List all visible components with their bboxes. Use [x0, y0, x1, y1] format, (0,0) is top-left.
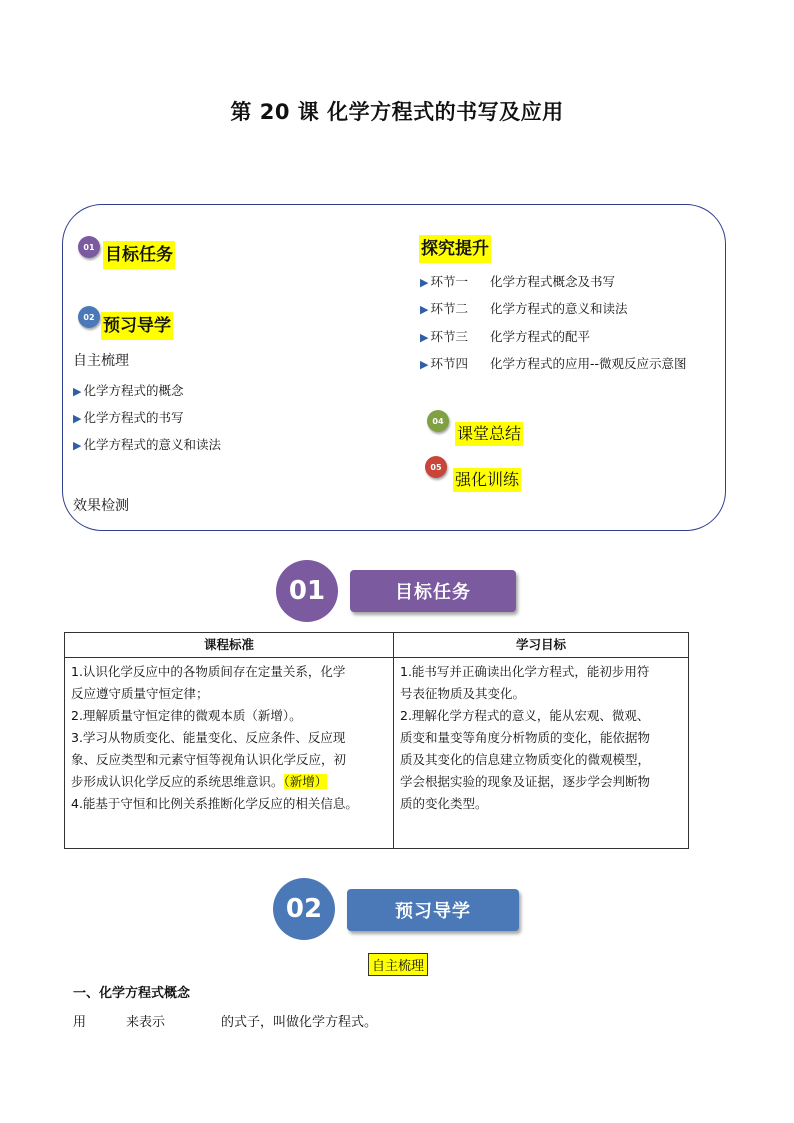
section-number-02: 02 [273, 878, 335, 940]
section-banner-target-tasks: 目标任务 [350, 570, 516, 612]
outline-link-class-summary[interactable]: 课堂总结 [455, 422, 523, 446]
outline-stage-item[interactable]: ▶ 环节三 化学方程式的配平 [420, 329, 590, 344]
section-badge-04: 04 [427, 410, 449, 432]
outline-stage-item[interactable]: ▶ 环节四 化学方程式的应用--微观反应示意图 [420, 356, 687, 371]
section-banner-preview-guide: 预习导学 [347, 889, 519, 931]
new-tag: （新增） [283, 774, 328, 789]
outline-link-target-tasks[interactable]: 目标任务 [103, 241, 175, 269]
triangle-right-icon: ▶ [420, 276, 429, 289]
triangle-right-icon: ▶ [73, 439, 82, 452]
section-badge-02: 02 [78, 306, 100, 328]
triangle-right-icon: ▶ [73, 412, 82, 425]
outline-link-reinforce-training[interactable]: 强化训练 [453, 468, 521, 492]
self-review-tag: 自主梳理 [368, 953, 428, 976]
table-cell-standards: 1.认识化学反应中的各物质间存在定量关系，化学 反应遵守质量守恒定律； 2.理解质量守恒定律的微观本质（新增）。 3.学习从物质变化、能量变化、反应条件、反应现 象、反应类型和元素守恒等视角认识化学反应，初 步形成认识化学反应的系统思维意识。（新增） 4.能基于守恒和比例关系推断化学反应的相关信息。 [65, 658, 394, 849]
standards-table [64, 632, 689, 849]
outline-item[interactable]: ▶ 化学方程式的概念 [73, 383, 184, 398]
fill-blank-sentence: 用 来表示 的式子，叫做化学方程式。 [73, 1015, 378, 1030]
outline-link-preview-guide[interactable]: 预习导学 [101, 312, 173, 340]
triangle-right-icon: ▶ [420, 331, 429, 344]
page-title: 第 20 课 化学方程式的书写及应用 [230, 100, 564, 124]
outline-stage-item[interactable]: ▶ 环节二 化学方程式的意义和读法 [420, 301, 628, 316]
triangle-right-icon: ▶ [420, 303, 429, 316]
section-badge-01: 01 [78, 236, 100, 258]
outline-stage-item[interactable]: ▶ 环节一 化学方程式概念及书写 [420, 274, 615, 289]
table-header: 课程标准 [65, 633, 394, 658]
outline-sub-self-review[interactable]: 自主梳理 [73, 353, 129, 369]
table-cell-goals: 1.能书写并正确读出化学方程式，能初步用符 号表征物质及其变化。 2.理解化学方程式的意义，能从宏观、微观、 质变和量变等角度分析物质的变化，能依据物 质及其变化的信息建立物质变化的微观模型， 学会根据实验的现象及证据，逐步学会判断物 质的变化类型。 [394, 658, 689, 849]
triangle-right-icon: ▶ [420, 358, 429, 371]
outline-item[interactable]: ▶ 化学方程式的意义和读法 [73, 437, 221, 452]
section-badge-05: 05 [425, 456, 447, 478]
triangle-right-icon: ▶ [73, 385, 82, 398]
section-number-01: 01 [276, 560, 338, 622]
heading-equation-concept: 一、化学方程式概念 [73, 986, 191, 1001]
outline-link-inquiry[interactable]: 探究提升 [419, 235, 491, 263]
outline-item[interactable]: ▶ 化学方程式的书写 [73, 410, 184, 425]
outline-sub-effect-check[interactable]: 效果检测 [73, 498, 129, 514]
table-header: 学习目标 [394, 633, 689, 658]
